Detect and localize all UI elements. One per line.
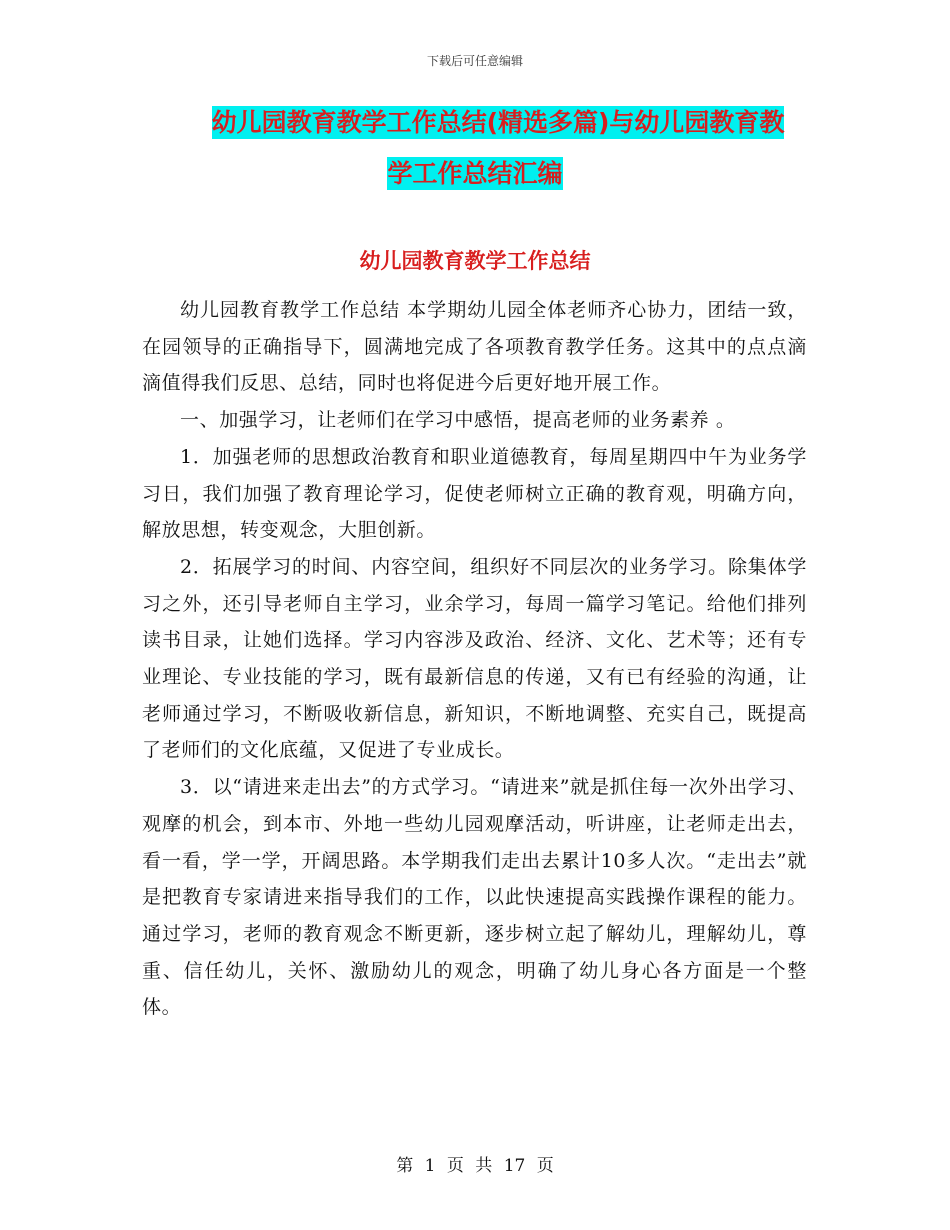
header-note: 下载后可任意编辑: [426, 54, 523, 68]
paragraph: 1．加强老师的思想政治教育和职业道德教育，每周星期四中午为业务学习日，我们加强了教育理论学习，促使老师树立正确的教育观，明确方向，解放思想，转变观念，大胆创新。: [142, 445, 807, 542]
page-number-footer: 第 1 页 共 17 页: [396, 1156, 554, 1176]
paragraph: 2．拓展学习的时间、内容空间，组织好不同层次的业务学习。除集体学习之外，还引导老师自主学习，业余学习，每周一篇学习笔记。给他们排列读书目录，让她们选择。学习内容涉及政治、经济、文化、艺术等；还有专业理论、专业技能的学习，既有最新信息的传递，又有已有经验的沟通，让老师通过学习，不断吸收新信息，新知识，不断地调整、充实自己，既提高了老师们的文化底蕴，又促进了专业成长。: [142, 555, 807, 762]
body-text: [142, 292, 807, 1026]
document-title-line-2: 学工作总结汇编: [387, 159, 563, 188]
paragraph: 3．以“请进来走出去”的方式学习。“请进来”就是抓住每一次外出学习、观摩的机会，到本市、外地一些幼儿园观摩活动，听讲座，让老师走出去，看一看，学一学，开阔思路。本学期我们走出去累计10多人次。“走出去”就是把教育专家请进来指导我们的工作，以此快速提高实践操作课程的能力。通过学习，老师的教育观念不断更新，逐步树立起了解幼儿，理解幼儿，尊重、信任幼儿，关怀、激励幼儿的观念，明确了幼儿身心各方面是一个整体。: [142, 776, 807, 1019]
document-title: [0, 108, 950, 210]
section-title: 幼儿园教育教学工作总结: [359, 249, 591, 273]
paragraph: 一、加强学习，让老师们在学习中感悟，提高老师的业务素养 。: [180, 409, 736, 432]
paragraph: 幼儿园教育教学工作总结 本学期幼儿园全体老师齐心协力，团结一致，在园领导的正确指导下，圆满地完成了各项教育教学任务。这其中的点点滴滴值得我们反思、总结，同时也将促进今后更好地开展工作。: [142, 299, 807, 395]
document-title-line-1: 幼儿园教育教学工作总结(精选多篇)与幼儿园教育教: [211, 108, 785, 137]
